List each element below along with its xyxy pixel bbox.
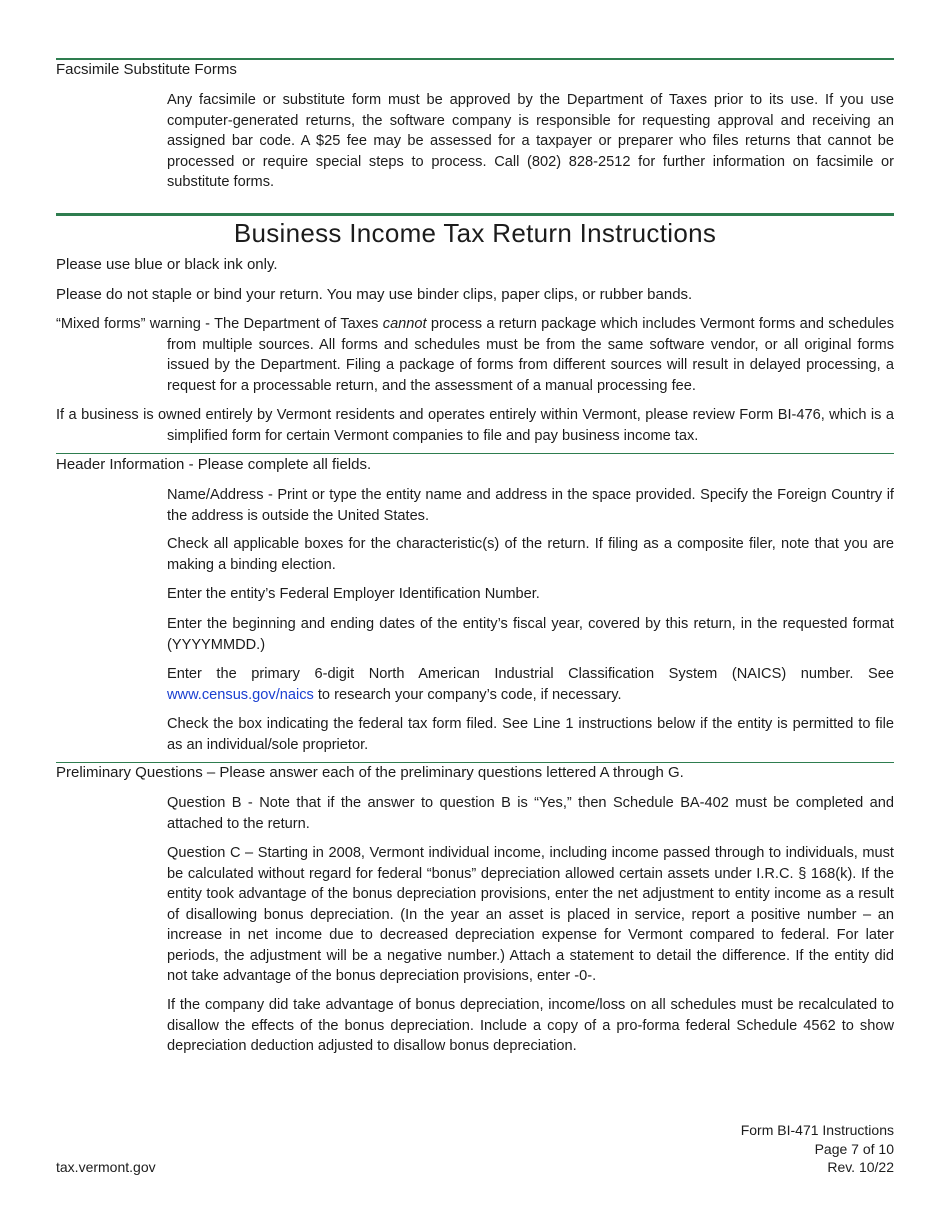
naics-link[interactable]: www.census.gov/naics — [167, 686, 314, 703]
name-address-instruction: Name/Address - Print or type the entity name and address in the space provided. Specify the Foreign Country if the address is outside the United States. — [167, 487, 894, 524]
footer-website[interactable]: tax.vermont.gov — [56, 1159, 156, 1175]
question-c-instruction: Question C – Starting in 2008, Vermont individual income, including income passed through to individuals, must be calculated without regard for federal “bonus” depreciation allowed certain assets under I.R.C. § 168(k). If the entity took advantage of the bonus depreciation provisions, enter the net adjustment to entity income as a result of disallowing bonus depreciation. (In the year an asset is placed in service, report a positive number – an increase in net income due to decreased depreciation expense for Vermont compared to federal. For later periods, the adjustment will be a negative number.) Attach a statement to detail the difference. If the entity did not take advantage of the bonus depreciation provisions, enter -0-. — [167, 845, 894, 984]
naics-instruction — [167, 664, 894, 705]
fein-instruction: Enter the entity’s Federal Employer Identification Number. — [167, 586, 540, 602]
bi476-note: If a business is owned entirely by Vermont residents and operates entirely within Vermont, please review Form BI-476, which is a simplified form for certain Vermont companies to file and pay business income tax. — [56, 407, 894, 444]
staple-instruction: Please do not staple or bind your return. You may use binder clips, paper clips, or rubber bands. — [56, 286, 693, 303]
mixed-forms-suffix: process a return package which includes Vermont forms and schedules from multiple sources. All forms and schedules must be from the same software vendor, or all original forms issued by the Department. Filing a package of forms from different sources will result in delayed processing, a request for a processable return, and the assessment of a manual processing fee. — [167, 316, 894, 394]
naics-suffix: to research your company’s code, if necessary. — [313, 686, 622, 703]
mixed-forms-prefix: “Mixed forms” warning - The Department of Taxes — [56, 316, 383, 332]
page-title: Business Income Tax Return Instructions — [233, 218, 717, 248]
federal-form-instruction: Check the box indicating the federal tax form filed. See Line 1 instructions below if the entity is permitted to file as an individual/sole proprietor. — [167, 716, 894, 753]
question-b-instruction: Question B - Note that if the answer to question B is “Yes,” then Schedule BA-402 must be completed and attached to the return. — [167, 795, 894, 832]
preliminary-heading: Preliminary Questions – Please answer each of the preliminary questions lettered A through G. — [56, 764, 684, 781]
footer-page-number: Page 7 of 10 — [814, 1141, 894, 1157]
bonus-depreciation-instruction: If the company did take advantage of bonus depreciation, income/loss on all schedules must be recalculated to disallow the effects of the bonus depreciation. Include a copy of a pro-forma federal Schedule 4562 to show depreciation deduction adjusted to disallow bonus depreciation. — [167, 997, 894, 1054]
facsimile-body: Any facsimile or substitute form must be approved by the Department of Taxes prior to its use. If you use computer-generated returns, the software company is responsible for requesting approval and receiving an assigned bar code. A $25 fee may be assessed for a taxpayer or preparer who files returns that cannot be processed or require special steps to process. Call (802) 828-2512 for further information on facsimile or substitute forms. — [167, 92, 894, 190]
check-boxes-instruction: Check all applicable boxes for the characteristic(s) of the return. If filing as a composite filer, note that you are making a binding election. — [167, 536, 894, 573]
facsimile-heading: Facsimile Substitute Forms — [56, 61, 237, 78]
fiscal-dates-instruction: Enter the beginning and ending dates of the entity’s fiscal year, covered by this return, in the requested format (YYYYMMDD.) — [167, 616, 894, 653]
mixed-forms-emphasis: cannot — [382, 316, 427, 332]
ink-instruction: Please use blue or black ink only. — [56, 256, 278, 273]
footer-form-name: Form BI-471 Instructions — [740, 1122, 894, 1138]
header-info-heading: Header Information - Please complete all fields. — [56, 456, 372, 473]
footer-revision: Rev. 10/22 — [827, 1159, 894, 1175]
naics-prefix: Enter the primary 6-digit North American Industrial Classification System (NAICS) number. See — [167, 666, 894, 682]
mixed-forms-warning — [56, 314, 894, 396]
header-info-divider — [56, 453, 894, 454]
